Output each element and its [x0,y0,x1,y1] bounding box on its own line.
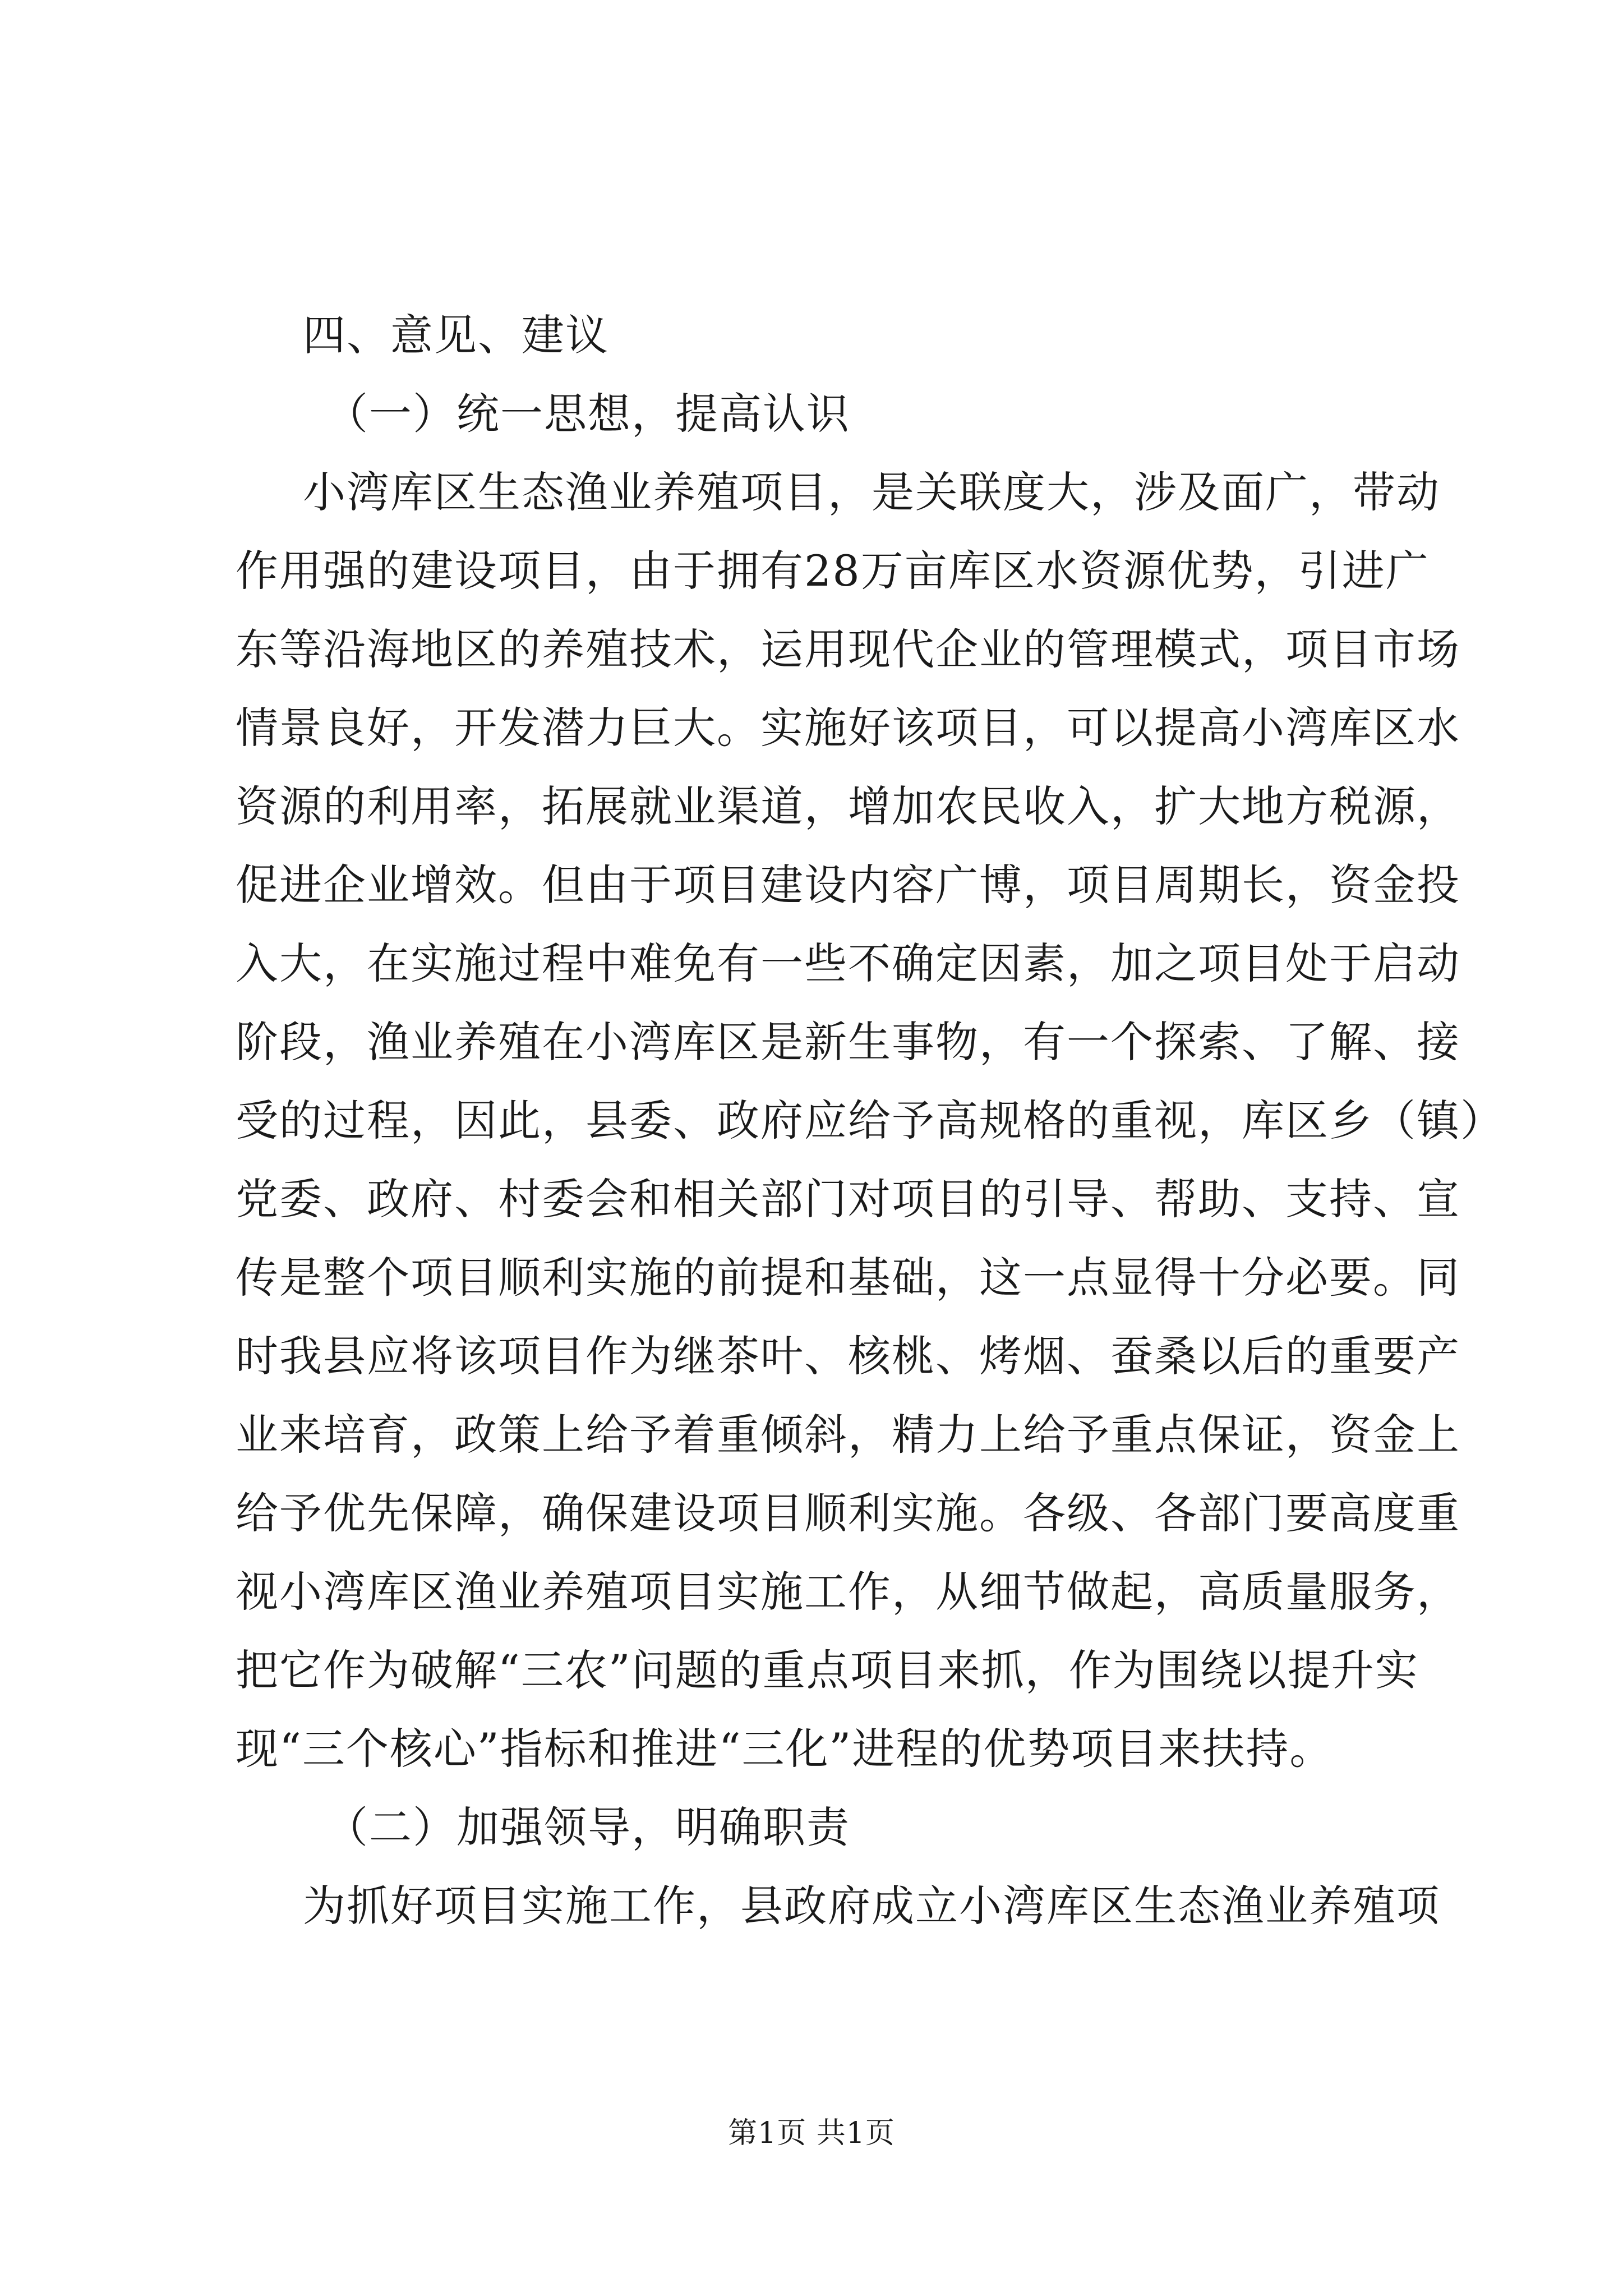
paragraph-line: 为抓好项目实施工作，县政府成立小湾库区生态渔业养殖项 [303,1881,1440,1931]
section-heading: 四、意见、建议 [303,310,609,360]
paragraph-line: 把它作为破解“三农”问题的重点项目来抓，作为围绕以提升实 [236,1645,1419,1695]
paragraph-line: 党委、政府、村委会和相关部门对项目的引导、帮助、支持、宣 [236,1174,1460,1224]
paragraph-line: 给予优先保障，确保建设项目顺利实施。各级、各部门要高度重 [236,1488,1460,1538]
paragraph-line: 时我县应将该项目作为继茶叶、核桃、烤烟、蚕桑以后的重要产 [236,1331,1460,1381]
paragraph-line: 阶段，渔业养殖在小湾库区是新生事物，有一个探索、了解、接 [236,1017,1460,1067]
subsection-heading-1: （一）统一思想，提高认识 [325,389,850,439]
paragraph-1 [236,453,1504,1788]
paragraph-line: 受的过程，因此，县委、政府应给予高规格的重视，库区乡（镇） [236,1096,1504,1145]
paragraph-line: 资源的利用率，拓展就业渠道，增加农民收入，扩大地方税源， [236,781,1460,831]
subsection-heading-2: （二）加强领导，明确职责 [325,1802,850,1852]
paragraph-line: 现“三个核心”指标和推进“三化”进程的优势项目来扶持。 [236,1724,1334,1774]
paragraph-line: 小湾库区生态渔业养殖项目，是关联度大，涉及面广，带动 [303,467,1440,517]
paragraph-line: 情景良好，开发潜力巨大。实施好该项目，可以提高小湾库区水 [236,703,1460,753]
paragraph-line: 传是整个项目顺利实施的前提和基础，这一点显得十分必要。同 [236,1253,1460,1303]
paragraph-line: 视小湾库区渔业养殖项目实施工作，从细节做起，高质量服务， [236,1567,1460,1617]
document-body [236,296,1504,1945]
paragraph-line: 业来培育，政策上给予着重倾斜，精力上给予重点保证，资金上 [236,1410,1460,1460]
paragraph-line: 入大，在实施过程中难免有一些不确定因素，加之项目处于启动 [236,938,1460,988]
paragraph-line: 作用强的建设项目，由于拥有28万亩库区水资源优势，引进广 [236,546,1430,596]
paragraph-line: 促进企业增效。但由于项目建设内容广博，项目周期长，资金投 [236,860,1460,910]
paragraph-2 [303,1867,1440,1945]
paragraph-line: 东等沿海地区的养殖技术，运用现代企业的管理模式，项目市场 [236,624,1460,674]
page-footer: 第1页 共1页 [728,2116,895,2150]
